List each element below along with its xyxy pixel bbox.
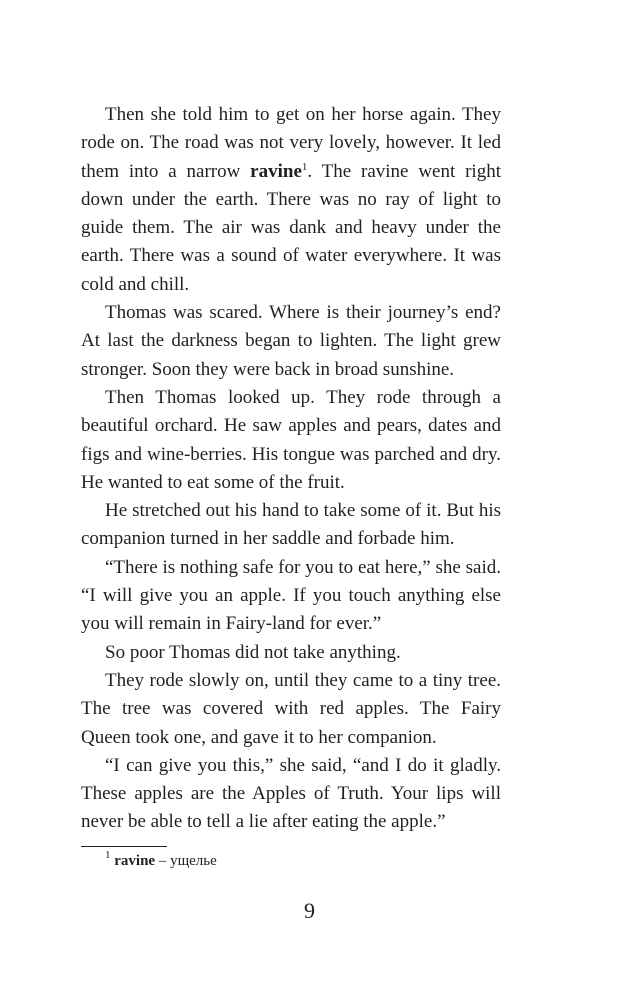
footnote-term: ravine (114, 853, 156, 869)
footnote-divider (81, 846, 167, 847)
paragraph: He stretched out his hand to take some of it. But his companion turned in her saddle and forbade him. (81, 500, 501, 550)
paragraph: Then Thomas looked up. They rode through a beautiful orchard. He saw apples and pears, dates and figs and wine-berries. His tongue was parched and dry. He wanted to eat some of the fruit. (81, 386, 501, 493)
paragraph: “There is nothing safe for you to eat here,” she said. “I will give you an apple. If you touch anything else you will remain in Fairy-land for ever.” (81, 556, 501, 635)
paragraph-text: . The ravine went right down under the earth. There was no ray of light to guide them. The air was dank and heavy under the earth. There was a sound of water everywhere. It was cold and chill. (81, 160, 501, 295)
page-number: 9 (304, 898, 315, 923)
footnote-translation: ущелье (170, 853, 217, 869)
paragraph: They rode slowly on, until they came to a tiny tree. The tree was covered with red apples. The Fairy Queen took one, and gave it to her companion. (81, 669, 501, 748)
paragraph (81, 101, 501, 299)
paragraph: “I can give you this,” she said, “and I do it gladly. These apples are the Apples of Truth. Your lips will never be able to tell a lie after eating the apple.” (81, 754, 501, 833)
footnote-marker: 1 (301, 160, 308, 173)
paragraph: So poor Thomas did not take anything. (105, 641, 401, 663)
glossary-term: ravine (250, 160, 302, 182)
footnote-separator: – (155, 853, 171, 869)
paragraph: Thomas was scared. Where is their journey’s end? At last the darkness began to lighten. The light grew stronger. Soon they were back in broad sunshine. (81, 302, 501, 380)
footnote (105, 851, 217, 871)
text-body (81, 101, 501, 837)
footnote-number: 1 (105, 849, 111, 861)
paragraph-text: Then she told him to get on her horse again. They rode on. The road was not very lovely, however. It led them into a narrow (81, 104, 501, 182)
